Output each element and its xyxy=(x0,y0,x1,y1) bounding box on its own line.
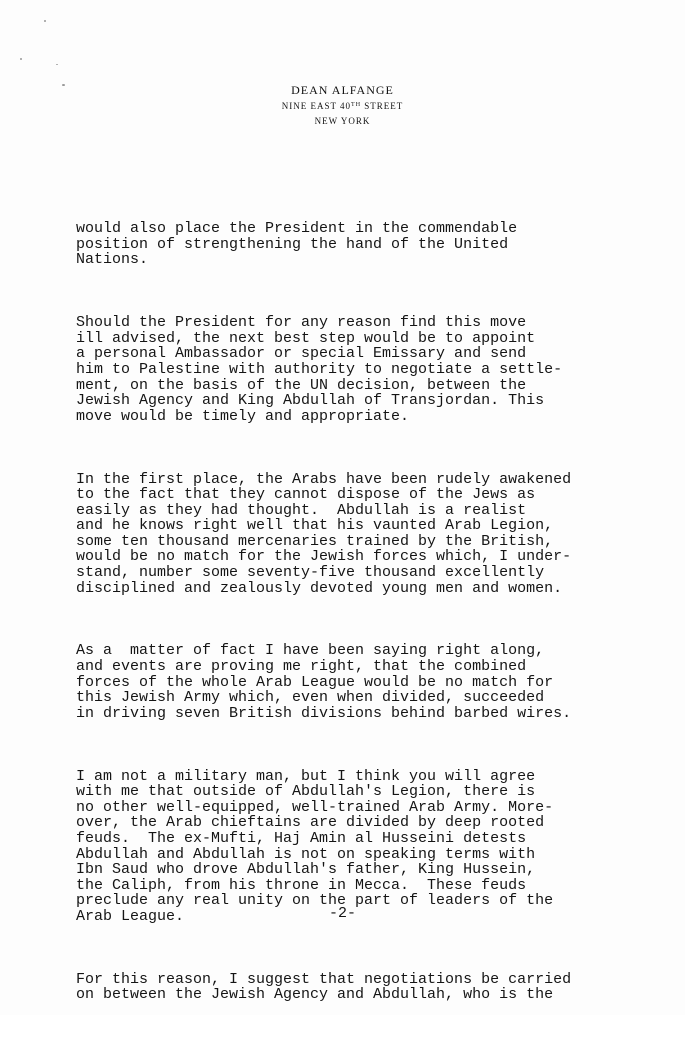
street-name: STREET xyxy=(361,101,404,111)
paper-speck xyxy=(44,20,46,22)
paragraph-6: For this reason, I suggest that negotiations be carried on between the Jewish Agency and Abdullah, who is the xyxy=(76,970,572,1004)
paragraph-3: In the first place, the Arabs have been rudely awakened to the fact that they cannot dispose of the Jews as easily as they had thought. Abdullah is a realist and he knows right well that his vaunted Arab Legion, some ten thousand mercenaries trained by the British, would be no match for the Jewish forces which, I under- stand, number some seventy-five thousand excellently disciplined and zealously devoted young men and women. xyxy=(76,470,572,597)
paper-speck xyxy=(56,64,58,65)
street-number: NINE EAST 40 xyxy=(281,101,352,111)
paper-speck xyxy=(20,58,22,60)
letterhead-name: DEAN ALFANGE xyxy=(291,83,394,97)
letterhead-city: NEW YORK xyxy=(314,116,371,126)
paragraph-5: I am not a military man, but I think you will agree with me that outside of Abdullah's Legion, there is no other well-equipped, well-trained Arab Army. More- over, the Arab chieftains are divided by deep rooted feuds. The ex-Mufti, Haj Amin al Husseini detests Abdullah and Abdullah is not on speaking terms with Ibn Saud who drove Abdullah's father, King Hussein, the Caliph, from his throne in Mecca. These feuds preclude any real unity on the part of leaders of the Arab League. xyxy=(76,767,554,925)
paragraph-2: Should the President for any reason find this move ill advised, the next best step would be to appoint a personal Ambassador or special Emissary and send him to Palestine with authority to negotiate a settle- ment, on the basis of the UN decision, between the Jewish Agency and King Abdullah of Transjordan. This move would be timely and appropriate. xyxy=(76,314,563,425)
paragraph-4: As a matter of fact I have been saying right along, and events are proving me right, that the combined forces of the whole Arab League would be no match for this Jewish Army which, even when divided, succeeded in driving seven British divisions behind barbed wires. xyxy=(76,642,572,722)
letterhead xyxy=(0,82,685,129)
paragraph-1: would also place the President in the commendable position of strengthening the hand of the United Nations. xyxy=(76,220,518,269)
page-number: -2- xyxy=(328,905,356,922)
letterhead-street xyxy=(0,98,685,114)
street-ordinal: TH xyxy=(351,102,362,108)
